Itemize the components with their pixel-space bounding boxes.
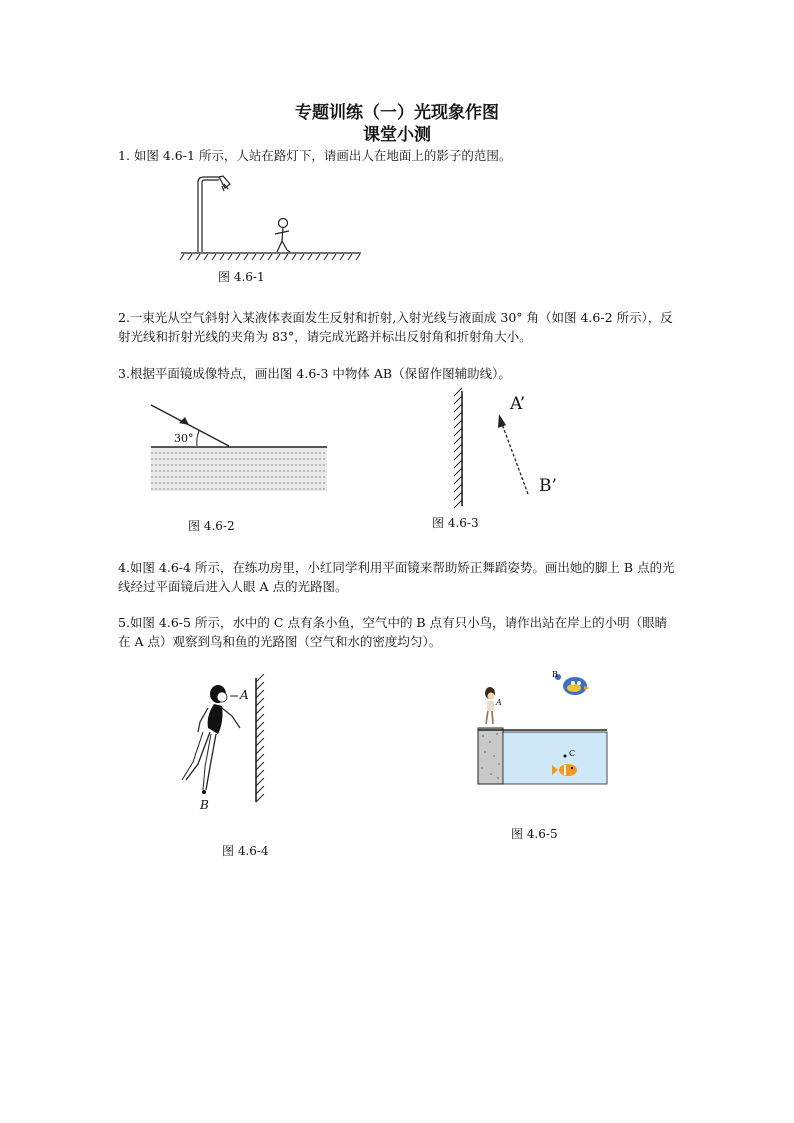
figure-4-6-1 xyxy=(175,168,375,268)
figure-4-6-4-caption: 图 4.6-4 xyxy=(222,844,269,858)
water-area xyxy=(503,732,607,784)
question-1: 1. 如图 4.6-1 所示，人站在路灯下，请画出人在地面上的影子的范围。 xyxy=(118,148,512,163)
person-figure xyxy=(485,687,495,724)
point-b xyxy=(202,790,206,794)
image-ab-line xyxy=(502,424,528,494)
label-a-prime: A’ xyxy=(510,394,526,414)
question-5: 5.如图 4.6-5 所示，水中的 C 点有条小鱼，空气中的 B 点有只小鸟，请作出站在岸上的小明（眼睛在 A 点）观察到鸟和鱼的光路图（空气和水的密度均匀）。 xyxy=(118,615,668,649)
label-c: C xyxy=(569,749,576,758)
question-4: 4.如图 4.6-4 所示，在练功房里，小红同学利用平面镜来帮助矫正舞蹈姿势。画出她的脚上 B 点的光线经过平面镜后进入人眼 A 点的光路图。 xyxy=(118,560,675,594)
figure-4-6-1-caption: 图 4.6-1 xyxy=(218,270,265,284)
label-a: A xyxy=(240,688,249,702)
figure-4-6-5 xyxy=(470,664,615,789)
question-3: 3.根据平面镜成像特点，画出图 4.6-3 中物体 AB（保留作图辅助线）。 xyxy=(118,366,511,381)
dancer-figure xyxy=(182,685,240,794)
figure-4-6-2-caption: 图 4.6-2 xyxy=(188,519,235,533)
angle-arc xyxy=(197,431,199,446)
label-b: B xyxy=(552,670,558,679)
point-c xyxy=(564,755,567,758)
label-b: B xyxy=(200,798,209,812)
page-title: 专题训练（一）光现象作图 xyxy=(295,103,499,123)
figure-4-6-4 xyxy=(170,672,280,812)
figure-4-6-5-caption: 图 4.6-5 xyxy=(511,827,558,841)
figure-4-6-3-caption: 图 4.6-3 xyxy=(432,516,479,530)
figure-4-6-2 xyxy=(145,400,335,500)
angle-label: 30° xyxy=(174,432,194,445)
question-2: 2.一束光从空气斜射入某液体表面发生反射和折射,入射光线与液面成 30° 角（如图 4.6-2 所示），反射光线和折射光线的夹角为 83°，请完成光路并标出反射角和折射角大小。 xyxy=(118,310,673,344)
label-b-prime: B’ xyxy=(539,476,557,496)
ground-hatching xyxy=(180,254,360,260)
shore-block xyxy=(478,728,503,784)
label-a: A xyxy=(496,698,502,707)
bird-icon xyxy=(563,677,590,695)
page-subtitle: 课堂小测 xyxy=(363,125,431,145)
image-arrowhead xyxy=(498,414,506,428)
